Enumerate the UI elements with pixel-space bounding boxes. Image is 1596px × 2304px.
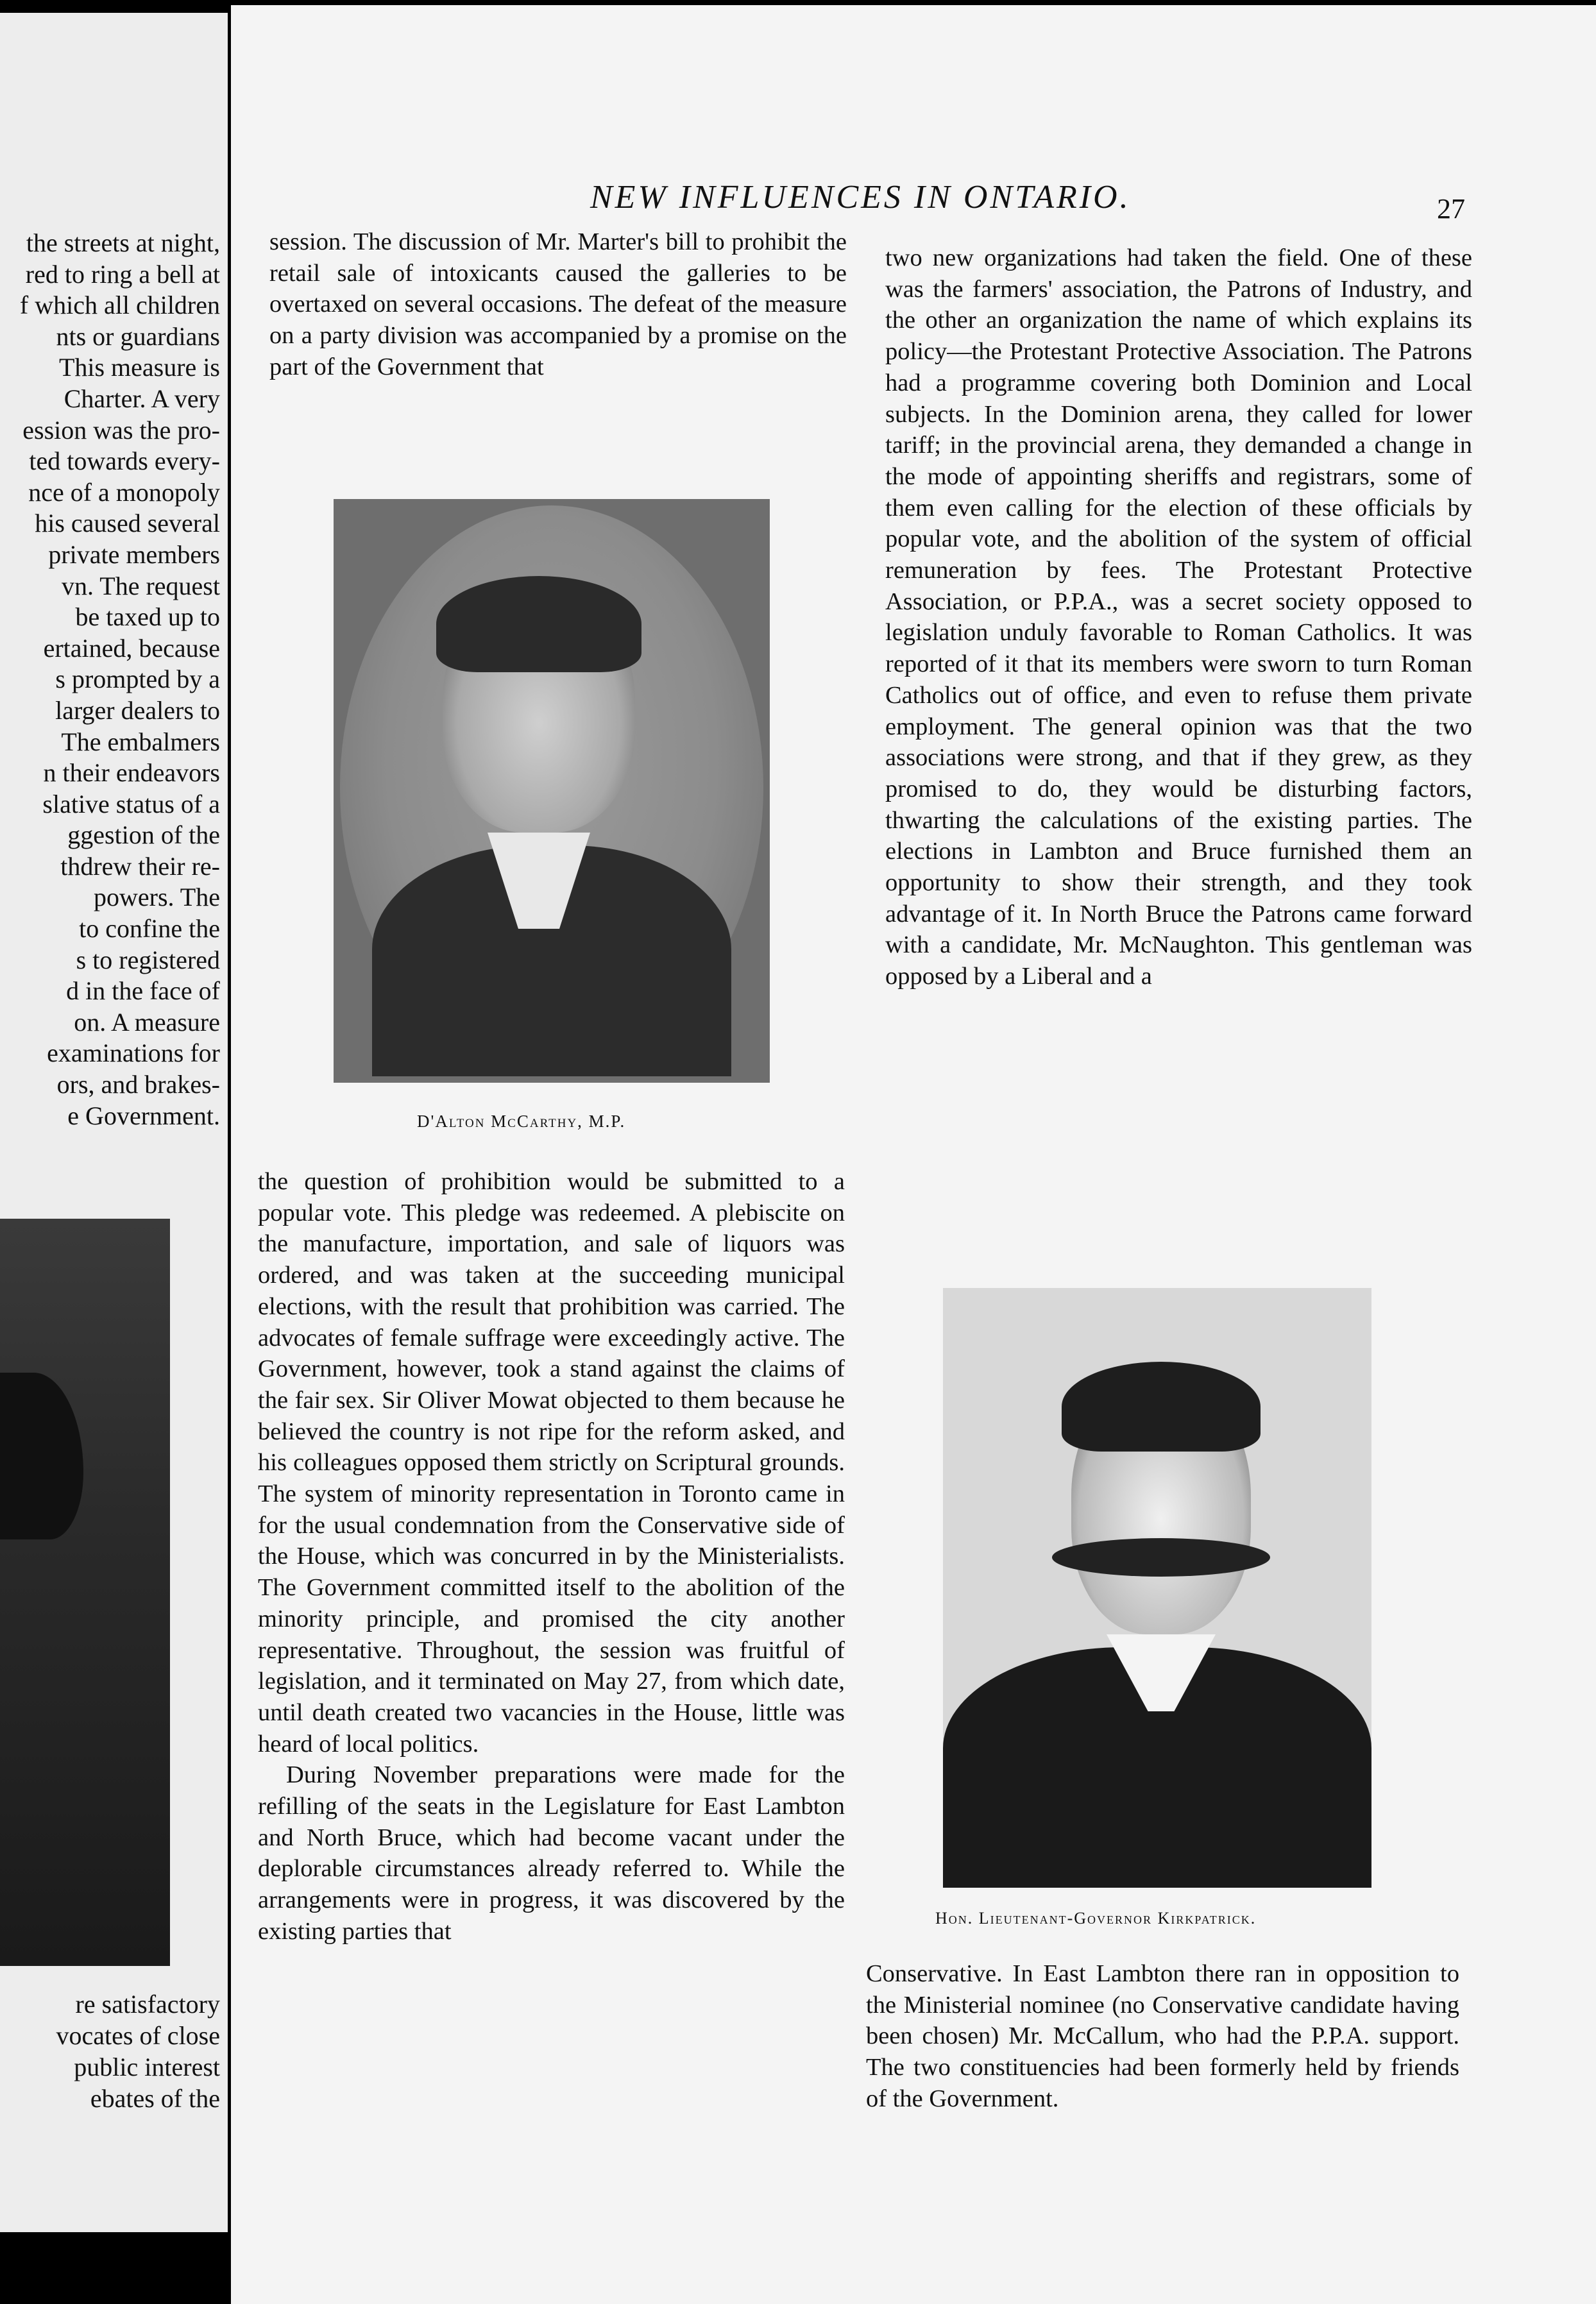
column-2-top <box>885 242 1472 992</box>
previous-page-fragment <box>0 13 228 2232</box>
text-line: Charter. A very <box>64 384 220 413</box>
column-2-bottom <box>866 1958 1459 2115</box>
text-line: examinations for <box>47 1038 220 1068</box>
text-line: d in the face of <box>66 976 220 1006</box>
text-line: larger dealers to <box>55 695 220 725</box>
text-line: vocates of close <box>56 2021 220 2050</box>
text-line: ession was the pro- <box>22 415 220 445</box>
text-line: the streets at night, <box>26 228 220 257</box>
text-line: e Government. <box>67 1101 220 1130</box>
paragraph: the question of prohibition would be submitted to a popular vote. This pledge was redeemed. A plebiscite on the manufacture, importation, and sale of liquors was ordered, and was taken at the succeeding municipal elections, with the result that prohibition was carried. The advocates of female suffrage were exceedingly active. The Government, however, took a stand against the claims of the fair sex. Sir Oliver Mowat objected to them because he believed the country is not ripe for the reform asked, and his colleagues opposed them strictly on Scriptural grounds. The system of minority representation in Toronto came in for the usual condemnation from the Conservative side of the House, which was concurred in by the Ministerialists. The Government committed itself to the abolition of the minority principle, and promised the city another representative. Throughout, the session was fruitful of legislation, and it terminated on May 27, from which date, until death created two vacancies in the House, little was heard of local politics. <box>258 1168 845 1758</box>
text-line: powers. The <box>94 883 220 912</box>
page-number: 27 <box>1437 193 1465 224</box>
column-1-bottom <box>258 1166 845 1947</box>
text-line: ors, and brakes- <box>56 1070 220 1099</box>
text-line: The embalmers <box>61 727 220 756</box>
caption-kirkpatrick: Hon. Lieutenant-Governor Kirkpatrick. <box>935 1909 1257 1927</box>
previous-page-text-lower <box>0 1988 220 2114</box>
page <box>231 5 1596 2304</box>
text-line: nts or guardians <box>56 321 220 351</box>
text-line: n their endeavors <box>43 758 220 788</box>
paragraph: two new organizations had taken the field. One of these was the farmers' association, the Patrons of Industry, and the other an organization the name of which explains its policy—the Protestant Protective Association. The Patrons had a programme covering both Dominion and Local subjects. In the Dominion arena, they called for lower tariff; in the provincial arena, they demanded a change in the mode of appointing sheriffs and registrars, some of them even calling for the election of these officials by popular vote, and the abolition of the system of official remuneration by fees. The Protestant Protective Association, or P.P.A., was a secret society opposed to legislation unduly favorable to Roman Catholics. It was reported of it that its members were sworn to turn Roman Catholics out of office, and even to refuse them private employment. The general opinion was that the two associations were strong, and that if they grew, as they promised to do, they would be disturbing factors, thwarting the calculations of the existing parties. The elections in Lambton and Bruce furnished them an opportunity to show their strength, and they took advantage of it. In North Bruce the Patrons came forward with a candidate, Mr. McNaughton. This gentleman was opposed by a Liberal and a <box>885 244 1472 990</box>
paragraph: session. The discussion of Mr. Marter's bill to prohibit the retail sale of intoxicants caused the galleries to be overtaxed on several occasions. The defeat of the measure on a party division was accompanied by a promise on the part of the Government that <box>269 228 847 380</box>
text-line: nce of a monopoly <box>28 477 220 507</box>
text-line: thdrew their re- <box>60 851 220 881</box>
text-line: red to ring a bell at <box>25 259 220 289</box>
paragraph: During November preparations were made for the refilling of the seats in the Legislature for East Lambton and North Bruce, which had become vacant under the deplorable circumstances already referred to. While the arrangements were in progress, it was discovered by the existing parties that <box>258 1761 845 1945</box>
text-line: ggestion of the <box>67 820 220 850</box>
text-line: s prompted by a <box>55 665 220 694</box>
portrait-kirkpatrick <box>943 1288 1371 1888</box>
text-line: f which all children <box>19 291 220 320</box>
text-line: ebates of the <box>90 2084 220 2113</box>
text-line: re satisfactory <box>75 1990 220 2019</box>
text-line: on. A measure <box>74 1007 220 1037</box>
previous-page-portrait <box>0 1219 170 1966</box>
text-line: vn. The request <box>62 571 220 600</box>
caption-mccarthy: D'Alton McCarthy, M.P. <box>417 1112 626 1131</box>
text-line: to confine the <box>79 914 220 944</box>
text-line: his caused several <box>35 509 220 538</box>
text-line: ertained, because <box>43 633 220 663</box>
text-line: ted towards every- <box>29 446 220 476</box>
text-line: s to registered <box>76 945 220 974</box>
text-line: This measure is <box>58 353 220 382</box>
running-title: NEW INFLUENCES IN ONTARIO. <box>590 179 1131 216</box>
text-line: be taxed up to <box>75 602 220 632</box>
portrait-mccarthy <box>334 499 770 1083</box>
previous-page-text-upper <box>0 228 220 1131</box>
paragraph: Conservative. In East Lambton there ran in opposition to the Ministerial nominee (no Conservative candidate having been chosen) Mr. McCallum, who had the P.P.A. support. The two constituencies had been formerly held by friends of the Government. <box>866 1960 1459 2112</box>
text-line: private members <box>48 539 220 569</box>
column-1-top <box>269 226 847 383</box>
text-line: public interest <box>74 2053 220 2081</box>
text-line: slative status of a <box>42 789 220 818</box>
